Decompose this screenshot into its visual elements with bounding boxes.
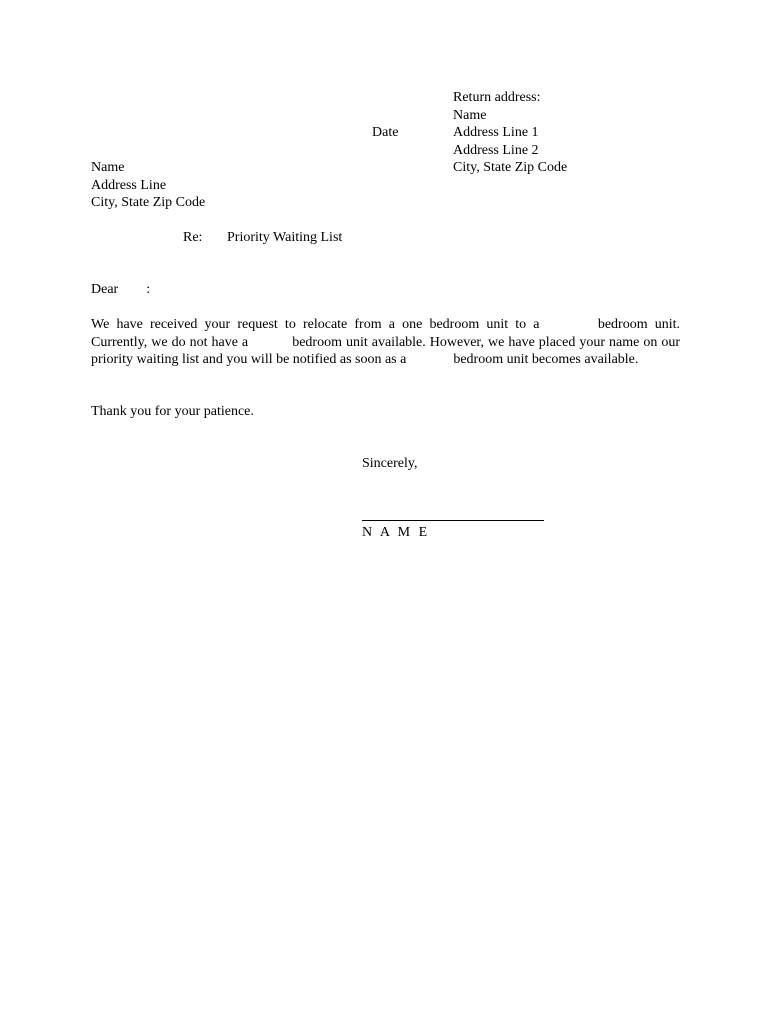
salutation [91,281,150,299]
recipient-address-line: Address Line [91,177,167,193]
body-paragraph [91,316,680,369]
body-text-4: bedroom unit becomes available. [453,352,639,367]
closing-paragraph: Thank you for your patience. [91,404,254,419]
return-address-name: Name [453,107,487,123]
recipient-name: Name [91,160,125,175]
signer-name: N A M E [362,525,430,540]
body-text-1: We have received your request to relocate from a one bedroom unit to a [91,317,540,332]
signature-line [362,520,544,521]
salutation-colon: : [146,282,151,297]
recipient-city-state-zip: City, State Zip Code [91,195,206,210]
return-address-city-state-zip: City, State Zip Code [453,160,568,175]
valediction: Sincerely, [362,456,418,471]
subject-prefix: Re: [183,230,203,245]
date-label: Date [372,125,399,140]
body-text-2: bedroom unit. Currently, we do not have a [91,317,680,350]
subject-line: Priority Waiting List [227,230,343,245]
body-text-3: bedroom unit available. However, we have placed your name on our priority waiting list and you will be notified as soon as a [91,334,681,367]
return-address-block [453,89,567,177]
recipient-address-block [91,159,205,212]
salutation-greeting: Dear [91,282,119,297]
return-address-heading: Return address: [453,90,541,105]
return-address-line-1: Address Line 1 [453,125,539,140]
return-address-line-2: Address Line 2 [453,142,539,158]
